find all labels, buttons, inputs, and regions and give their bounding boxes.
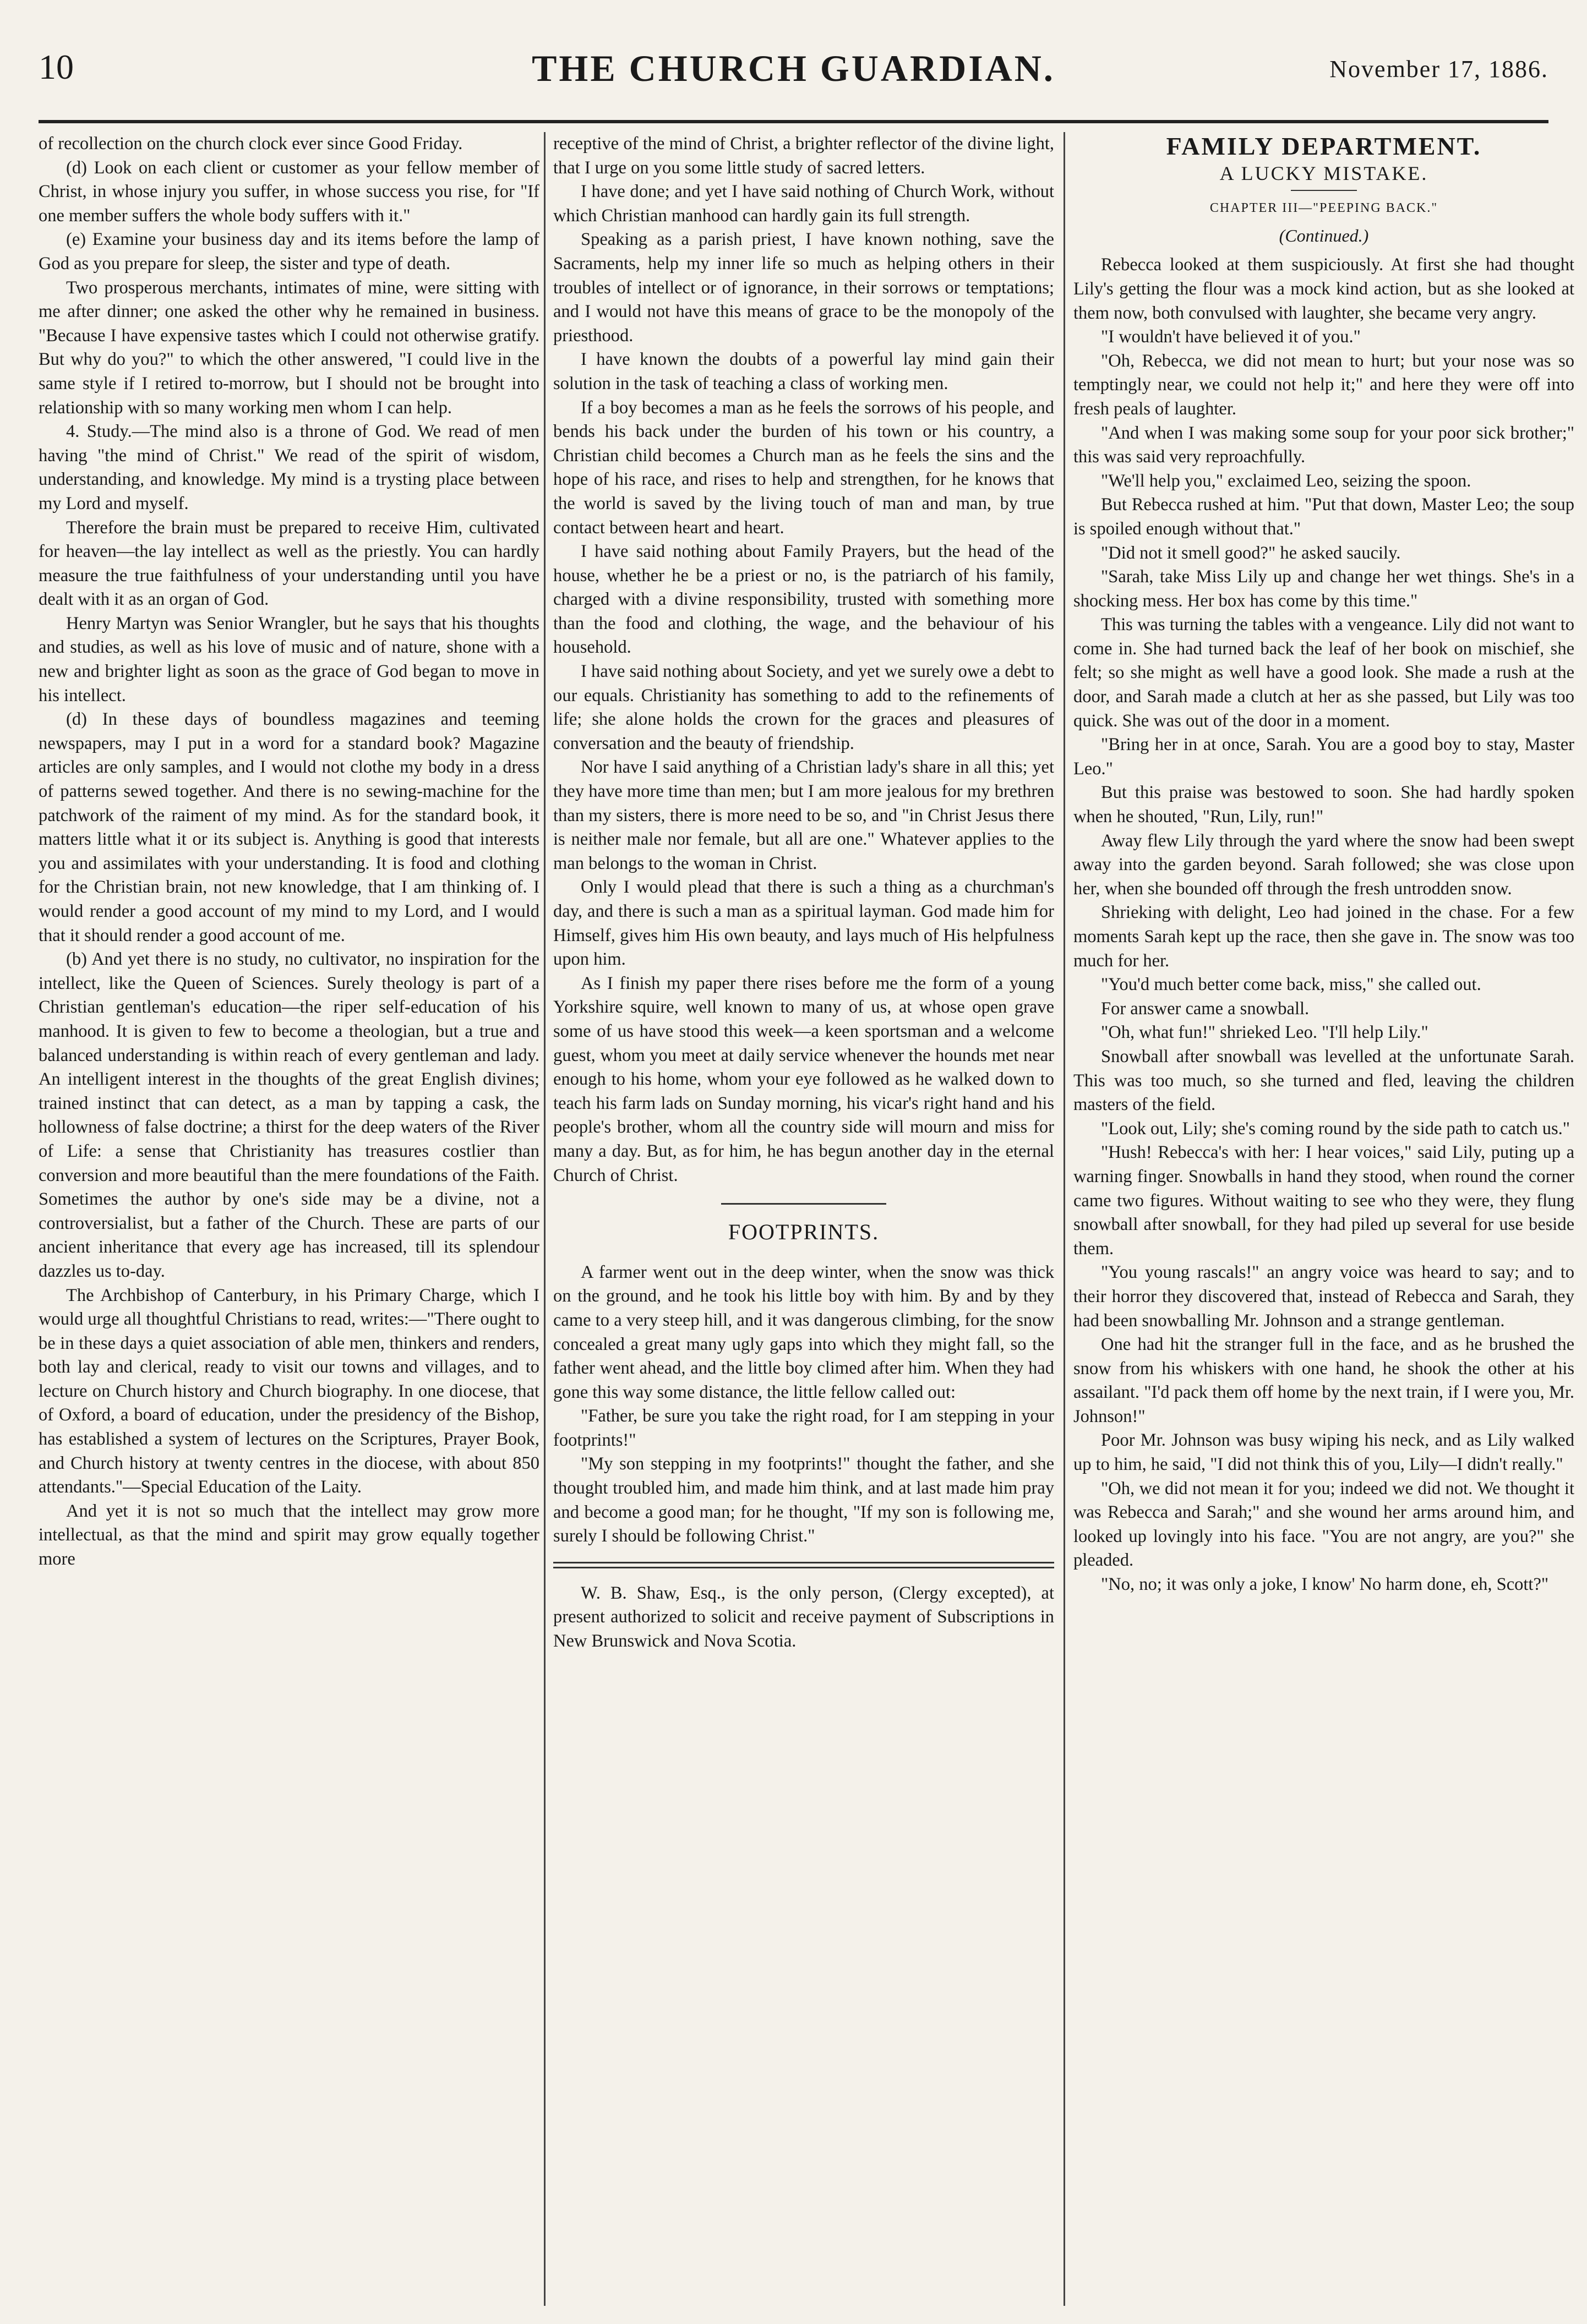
paragraph: (d) Look on each client or customer as your fellow member of Christ, in whose injury you suffer, in whose success you rise, for "If one member suffers the whole body suffers with it." <box>39 157 539 226</box>
paragraph: Away flew Lily through the yard where the snow had been swept away into the garden beyond. Sarah followed; she was close upon her, when she bounded off through the fresh untrodden snow. <box>1073 830 1574 899</box>
page-number: 10 <box>39 47 74 86</box>
paragraph: "You'd much better come back, miss," she called out. <box>1101 975 1481 995</box>
section-rule <box>721 1203 886 1205</box>
paragraph: Snowball after snowball was levelled at the unfortunate Sarah. This was too much, so she turned and fled, leaving the children masters of the field. <box>1073 1046 1574 1115</box>
paragraph: Speaking as a parish priest, I have known nothing, save the Sacraments, help my inner life so much as helping others in their troubles of intellect or of ignorance, in their sorrows or temptations; and I would not have this means of grace to be the monopoly of the priesthood. <box>553 229 1054 346</box>
paragraph: (d) In these days of boundless magazines and teeming newspapers, may I put in a word for a standard book? Magazine articles are only samples, and I would not clothe my body in a dress of patterns sewed together. And there is no sewing-machine for the patchwork of the raiment of my mind. As for the standard book, it matters little what it or its subject is. Anything is good that interests you and assimilates with your understanding. It is food and clothing for the Christian brain, not new knowledge, that I am thinking of. I would render a good account of my mind to my Lord, and I would that it should render a good account of me. <box>39 709 539 945</box>
paragraph: "Bring her in at once, Sarah. You are a good boy to stay, Master Leo." <box>1073 735 1574 779</box>
footprints-heading: FOOTPRINTS. <box>728 1220 880 1245</box>
paragraph: Henry Martyn was Senior Wrangler, but he says that his thoughts and studies, as well as his love of music and of nature, shone with a new and brighter light as soon as the grace of God began to move in his intellect. <box>39 613 539 706</box>
story-title: A LUCKY MISTAKE. <box>1219 162 1428 184</box>
paragraph: As I finish my paper there rises before me the form of a young Yorkshire squire, well known to many of us, at whose open grave some of us have stood this week—a keen sportsman and a welcome guest, whom you meet at daily service whenever the hounds met near enough to his home, whom your eye followed as he walked down to teach his farm lads on Sunday morning, his vicar's right hand and his people's brother, whom all the country side will mourn and miss for many a day. But, as for him, he has begun another day in the eternal Church of Christ. <box>553 973 1054 1185</box>
paragraph: Only I would plead that there is such a thing as a churchman's day, and there is such a man as a spiritual layman. God made him for Himself, gives him His own beauty, and lays much of His helpfulness upon him. <box>553 877 1054 970</box>
column-1 <box>39 132 539 2306</box>
paragraph: One had hit the stranger full in the face, and as he brushed the snow from his whiskers with one hand, he shook the other at his assailant. "I'd pack them off home by the next train, if I were you, Mr. Johnson!" <box>1073 1335 1574 1426</box>
paragraph: Shrieking with delight, Leo had joined in the chase. For a few moments Sarah kept up the race, then she gave in. The snow was too much for her. <box>1073 903 1574 971</box>
paragraph: "We'll help you," exclaimed Leo, seizing the spoon. <box>1101 471 1471 491</box>
paragraph: "My son stepping in my footprints!" thought the father, and she thought troubled him, and made him think, and at last made him pray and become a good man; for he thought, "If my son is following me, surely I should be following Christ." <box>553 1454 1054 1546</box>
paragraph: Rebecca looked at them suspiciously. At first she had thought Lily's getting the flour was a mock kind action, but as she looked at them now, both convulsed with laughter, she became very angry. <box>1073 255 1574 323</box>
paragraph: "Oh, what fun!" shrieked Leo. "I'll help Lily." <box>1101 1022 1428 1043</box>
header-rule <box>39 120 1548 123</box>
paragraph: "Hush! Rebecca's with her: I hear voices," said Lily, puting up a warning finger. Snowballs in hand they stood, when round the corner came two figures. Without waiting to see who they were, they flung snowball after snowball, for they had piled up several for use beside them. <box>1073 1142 1574 1259</box>
paragraph: "I wouldn't have believed it of you." <box>1101 327 1361 347</box>
paragraph: (b) And yet there is no study, no cultivator, no inspiration for the intellect, like the Queen of Sciences. Surely theology is part of a Christian gentleman's education—the riper self-education of his manhood. It is given to few to become a theologian, but a true and balanced understanding is within reach of every gentleman and lady. An intelligent interest in the thoughts of the great English divines; trained instinct that can detect, as a man by tapping a cask, the hollowness of false doctrine; a thirst for the deep waters of the River of Life: a sense that Christianity has treasures costlier than conversion and more beautiful than the mere foundations of the Faith. Sometimes the author by one's side may be a divine, not a controversialist, but a father of the Church. These are parts of our ancient inheritance that every age has increased, till its splendour dazzles us to-day. <box>39 949 539 1281</box>
paragraph: But this praise was bestowed to soon. She had hardly spoken when he shouted, "Run, Lily, run!" <box>1073 783 1574 827</box>
paragraph: If a boy becomes a man as he feels the sorrows of his people, and bends his back under the burden of his town or his country, a Christian child becomes a Church man as he feels the sins and the hope of his race, and rises to help and strengthen, for he knows that the world is saved by the living touch of man and man, by true contact between heart and heart. <box>553 397 1054 538</box>
paragraph: (e) Examine your business day and its items before the lamp of God as you prepare for sleep, the sister and type of death. <box>39 229 539 274</box>
paragraph: I have done; and yet I have said nothing of Church Work, without which Christian manhood can hardly gain its full strength. <box>553 182 1054 226</box>
masthead-title: THE CHURCH GUARDIAN. <box>532 47 1055 89</box>
paragraph: "Did not it smell good?" he asked saucily. <box>1101 543 1401 563</box>
paragraph: Therefore the brain must be prepared to receive Him, cultivated for heaven—the lay intellect as well as the priestly. You can hardly measure the true faithfulness of your understanding until you have dealt with it as an organ of God. <box>39 517 539 610</box>
column-divider <box>544 132 546 2306</box>
notice-rule <box>553 1562 1054 1568</box>
paragraph: "You young rascals!" an angry voice was heard to say; and to their horror they discovered that, instead of Rebecca and Sarah, they had been snowballing Mr. Johnson and a strange gentleman. <box>1073 1262 1574 1331</box>
paragraph: Two prosperous merchants, intimates of mine, were sitting with me after dinner; one asked the other why he remained in business. "Because I have expensive tastes which I could not otherwise gratify. But why do you?" to which the other answered, "I could live in the same style if I retired to-morrow, but I should not be brought into relationship with so many working men whom I can help. <box>39 277 539 418</box>
chapter-heading: CHAPTER III—"PEEPING BACK." <box>1209 201 1438 216</box>
page-columns <box>39 132 1574 2306</box>
title-rule <box>1291 190 1357 191</box>
column-3 <box>1073 132 1574 2306</box>
paragraph: "Father, be sure you take the right road, for I am stepping in your footprints!" <box>553 1406 1054 1450</box>
paragraph: I have known the doubts of a powerful lay mind gain their solution in the task of teaching a class of working men. <box>553 349 1054 393</box>
paragraph: For answer came a snowball. <box>1101 998 1310 1019</box>
column-divider <box>1064 132 1065 2306</box>
paragraph: Nor have I said anything of a Christian lady's share in all this; yet they have more time than men; but I am more jealous for my brethren than my sisters, there is more need to be so, and "in Christ Jesus there is neither male nor female, but all are one." Whatever applies to the man belongs to the woman in Christ. <box>553 757 1054 873</box>
paragraph: "Look out, Lily; she's coming round by the side path to catch us." <box>1101 1118 1570 1139</box>
subscription-notice: W. B. Shaw, Esq., is the only person, (Clergy excepted), at present authorized to solicit and receive payment of Subscriptions in New Brunswick and Nova Scotia. <box>553 1583 1054 1652</box>
paragraph: receptive of the mind of Christ, a brighter reflector of the divine light, that I urge on you some little study of sacred letters. <box>553 134 1054 178</box>
paragraph: The Archbishop of Canterbury, in his Primary Charge, which I would urge all thoughtful Christians to read, writes:—"There ought to be in these days a quiet association of able men, thinkers and renders, both lay and clerical, ready to visit our towns and villages, and to lecture on Church history and Church biography. In one diocese, that of Oxford, a board of education, under the presidency of the Bishop, has established a system of lectures on the Scriptures, Prayer Book, and Church history at twenty centres in the diocese, with about 850 attendants."—Special Education of the Laity. <box>39 1285 539 1497</box>
paragraph: And yet it is not so much that the intellect may grow more intellectual, as that the mind and spirit may grow equally together more <box>39 1501 539 1570</box>
paragraph: "Sarah, take Miss Lily up and change her wet things. She's in a shocking mess. Her box has come by this time." <box>1073 567 1574 611</box>
paragraph: But Rebecca rushed at him. "Put that down, Master Leo; the soup is spoiled enough without that." <box>1073 495 1574 539</box>
continued-note: (Continued.) <box>1279 225 1369 245</box>
column-2 <box>553 132 1054 2306</box>
paragraph: Poor Mr. Johnson was busy wiping his neck, and as Lily walked up to him, he said, "I did not think this of you, Lily—I didn't really." <box>1073 1430 1574 1475</box>
family-department-heading: FAMILY DEPARTMENT. <box>1166 132 1482 160</box>
paragraph: I have said nothing about Society, and yet we surely owe a debt to our equals. Christianity has something to add to the refinements of life; she alone holds the crown for the graces and pleasures of conversation and the beauty of friendship. <box>553 661 1054 753</box>
paragraph: "No, no; it was only a joke, I know' No harm done, eh, Scott?" <box>1101 1574 1549 1595</box>
paragraph: "Oh, we did not mean it for you; indeed we did not. We thought it was Rebecca and Sarah;" and she wound her arms around him, and looked up lovingly into his face. "You are not angry, are you?" she pleaded. <box>1073 1478 1574 1571</box>
page-header <box>39 17 1548 110</box>
paragraph: of recollection on the church clock ever since Good Friday. <box>39 134 463 154</box>
issue-date: November 17, 1886. <box>1329 56 1548 83</box>
paragraph: A farmer went out in the deep winter, when the snow was thick on the ground, and he took his little boy with him. By and by they came to a very steep hill, and it was dangerous climbing, for the snow concealed a great many ugly gaps into which they might fall, so the father went ahead, and the little boy climed after him. When they had gone this way some distance, the little fellow called out: <box>553 1262 1054 1402</box>
paragraph: "Oh, Rebecca, we did not mean to hurt; but your nose was so temptingly near, we could not help it;" and here they were off into fresh peals of laughter. <box>1073 351 1574 419</box>
paragraph: This was turning the tables with a vengeance. Lily did not want to come in. She had turned back the leaf of her book on mischief, she felt; so she might as well have a good look. She made a rush at the door, and Sarah made a clutch at her as she passed, but Lily was too quick. She was out of the door in a moment. <box>1073 615 1574 731</box>
paragraph: 4. Study.—The mind also is a throne of God. We read of men having "the mind of Christ." We read of the spirit of wisdom, understanding, and knowledge. My mind is a trysting place between my Lord and myself. <box>39 422 539 513</box>
paragraph: I have said nothing about Family Prayers, but the head of the house, whether he be a priest or no, is the patriarch of his family, charged with a divine responsibility, trusted with something more than the food and clothing, the wage, and the behaviour of his household. <box>553 542 1054 658</box>
paragraph: "And when I was making some soup for your poor sick brother;" this was said very reproachfully. <box>1073 423 1574 467</box>
